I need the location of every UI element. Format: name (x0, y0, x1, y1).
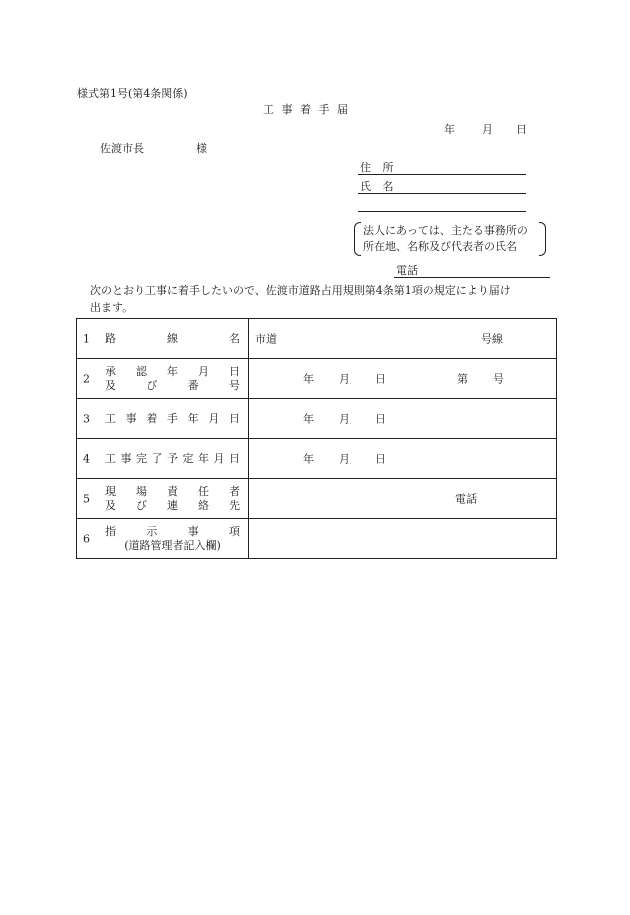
date-day-label: 日 (516, 123, 527, 136)
route-prefix: 市道 (255, 332, 277, 345)
row-number: 1 (83, 332, 90, 345)
label-cell-start-date (77, 399, 249, 439)
body-line-2: 出ます。 (90, 301, 134, 314)
value-cell-site-manager[interactable] (249, 479, 557, 519)
year-label: 年 (303, 412, 314, 425)
items-table (76, 318, 557, 559)
route-suffix: 号線 (481, 332, 503, 345)
row-label-line2: 及び連絡先 (105, 498, 240, 512)
phone-label: 電話 (455, 492, 477, 505)
row-label-line2: (道路管理者記入欄) (124, 538, 221, 552)
table-row (77, 519, 557, 559)
name-label: 氏 名 (360, 180, 398, 193)
row-number: 2 (83, 372, 90, 385)
form-number: 様式第1号(第4条関係) (77, 87, 188, 100)
body-line-1: 次のとおり工事に着手したいので、佐渡市道路占用規則第4条第1項の規定により届け (90, 284, 511, 297)
form-title: 工 事 着 手 届 (263, 103, 350, 116)
row-label: 路線名 (105, 331, 240, 345)
number-go-label: 号 (493, 372, 504, 385)
label-cell-instructions (77, 519, 249, 559)
row-label: 工事完了予定年月日 (105, 451, 240, 465)
row-number: 3 (83, 412, 90, 425)
month-label: 月 (339, 372, 350, 385)
table-row (77, 319, 557, 359)
day-label: 日 (375, 452, 386, 465)
row-label: 指示事項 (105, 524, 240, 538)
corporate-note-bracket (354, 222, 546, 254)
row-label: 承認年月日 (105, 364, 240, 378)
value-cell-start-date[interactable] (249, 399, 557, 439)
year-label: 年 (303, 452, 314, 465)
phone-field[interactable] (394, 277, 550, 278)
value-cell-instructions[interactable] (249, 519, 557, 559)
value-cell-approval[interactable] (249, 359, 557, 399)
day-label: 日 (375, 412, 386, 425)
name-extra-field[interactable] (358, 211, 526, 212)
label-cell-end-date (77, 439, 249, 479)
label-cell-route (77, 319, 249, 359)
table-row (77, 439, 557, 479)
table-row (77, 479, 557, 519)
month-label: 月 (339, 452, 350, 465)
date-month-label: 月 (482, 123, 493, 136)
value-cell-end-date[interactable] (249, 439, 557, 479)
left-bracket (354, 222, 361, 256)
month-label: 月 (339, 412, 350, 425)
row-number: 4 (83, 452, 90, 465)
row-label-line2: 及び番号 (105, 378, 240, 392)
table-row (77, 359, 557, 399)
corporate-note-line2: 所在地、名称及び代表者の氏名 (363, 240, 517, 253)
address-field[interactable] (358, 174, 526, 175)
row-label: 工事着手年月日 (105, 411, 240, 425)
corporate-note-line1: 法人にあっては、主たる事務所の (363, 224, 528, 237)
year-label: 年 (303, 372, 314, 385)
row-number: 5 (83, 492, 90, 505)
phone-label: 電話 (396, 264, 418, 277)
number-dai-label: 第 (457, 372, 468, 385)
address-label: 住 所 (360, 161, 398, 174)
name-field[interactable] (358, 193, 526, 194)
value-cell-route[interactable] (249, 319, 557, 359)
table-row (77, 399, 557, 439)
addressee-name: 佐渡市長 (100, 142, 144, 155)
date-year-label: 年 (444, 123, 455, 136)
row-number: 6 (83, 532, 90, 545)
label-cell-approval (77, 359, 249, 399)
addressee-honorific: 様 (196, 142, 207, 155)
label-cell-site-manager (77, 479, 249, 519)
row-label: 現場責任者 (105, 484, 240, 498)
day-label: 日 (375, 372, 386, 385)
